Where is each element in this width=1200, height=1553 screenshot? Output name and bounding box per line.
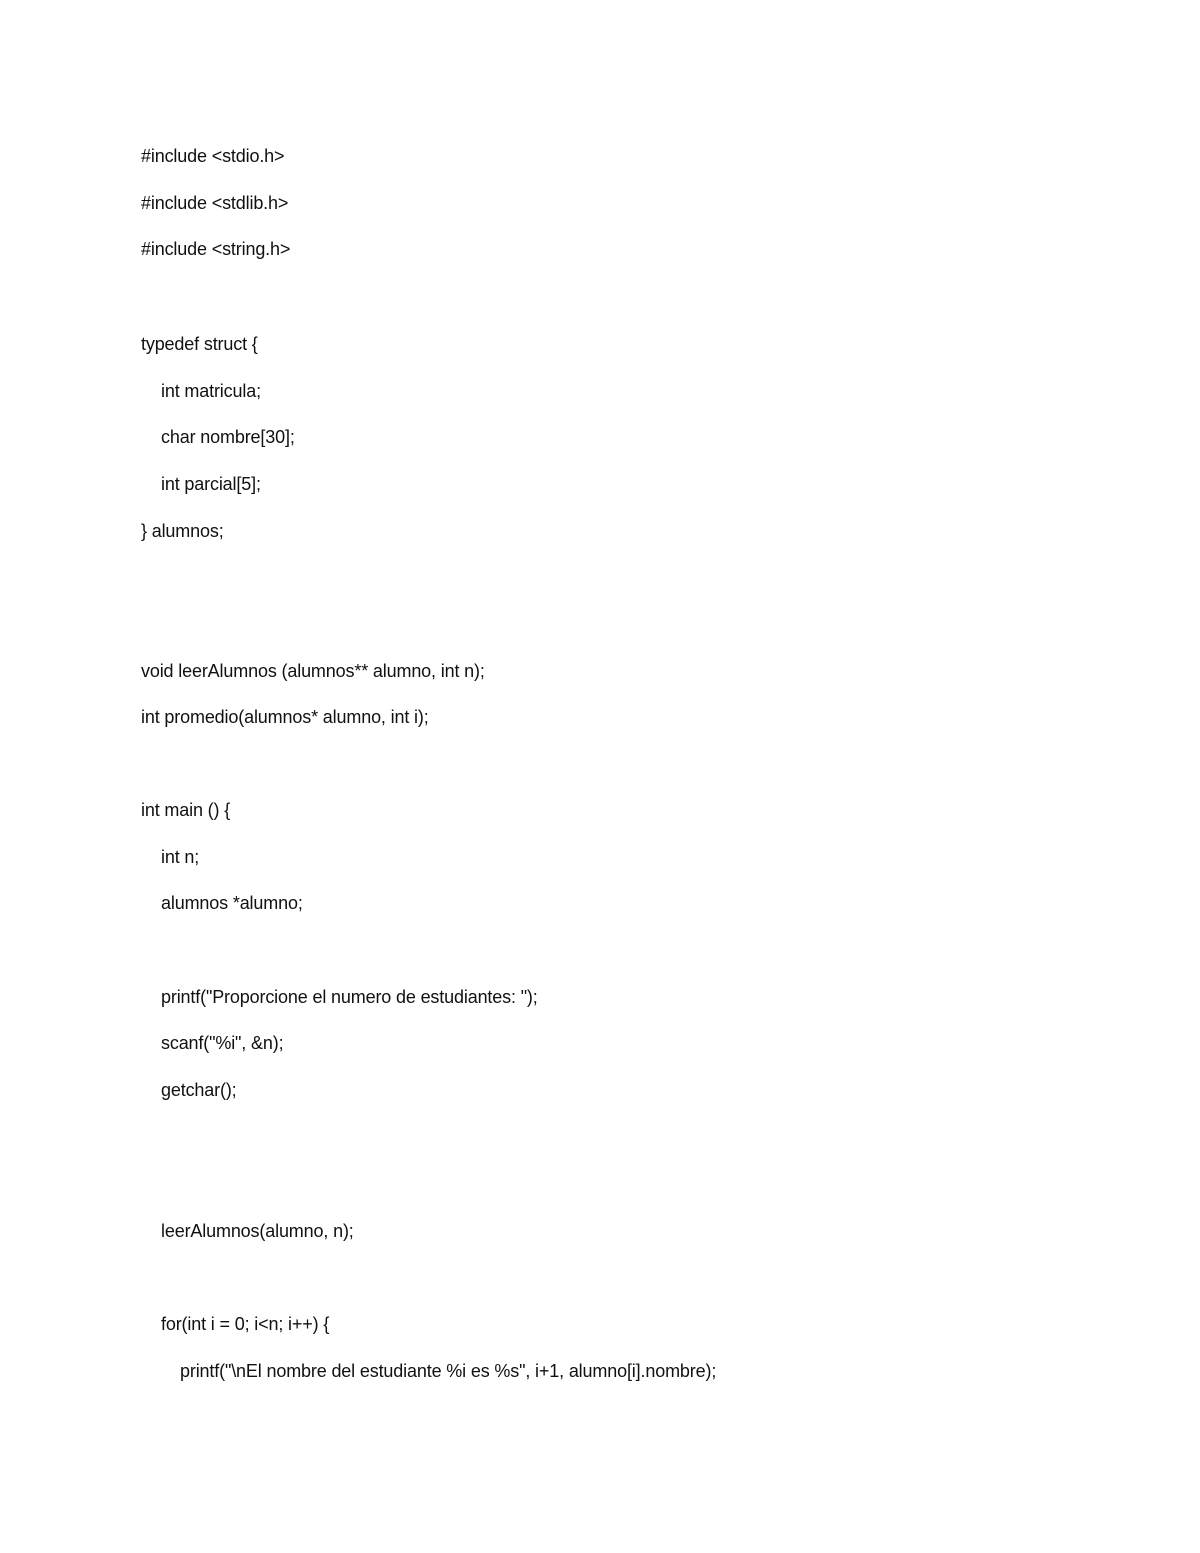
code-line: int main () { xyxy=(141,800,231,820)
code-line: #include <stdlib.h> xyxy=(141,193,289,213)
code-line: int matricula; xyxy=(161,381,261,401)
code-line: #include <stdio.h> xyxy=(141,146,285,166)
code-line: alumnos *alumno; xyxy=(161,893,303,913)
code-line: printf("\nEl nombre del estudiante %i es %s", i+1, alumno[i].nombre); xyxy=(180,1361,717,1381)
code-line: int promedio(alumnos* alumno, int i); xyxy=(141,707,429,727)
code-line: leerAlumnos(alumno, n); xyxy=(161,1221,354,1241)
code-line: #include <string.h> xyxy=(141,239,291,259)
code-line: int parcial[5]; xyxy=(161,474,261,494)
code-line: for(int i = 0; i<n; i++) { xyxy=(161,1314,330,1334)
code-line: } alumnos; xyxy=(141,521,224,541)
code-line: char nombre[30]; xyxy=(161,427,295,447)
code-line: int n; xyxy=(161,847,200,867)
code-line: getchar(); xyxy=(161,1080,237,1100)
code-line: typedef struct { xyxy=(141,334,258,354)
code-line: scanf("%i", &n); xyxy=(161,1033,284,1053)
code-line: void leerAlumnos (alumnos** alumno, int n); xyxy=(141,661,485,681)
code-line: printf("Proporcione el numero de estudiantes: "); xyxy=(161,987,538,1007)
